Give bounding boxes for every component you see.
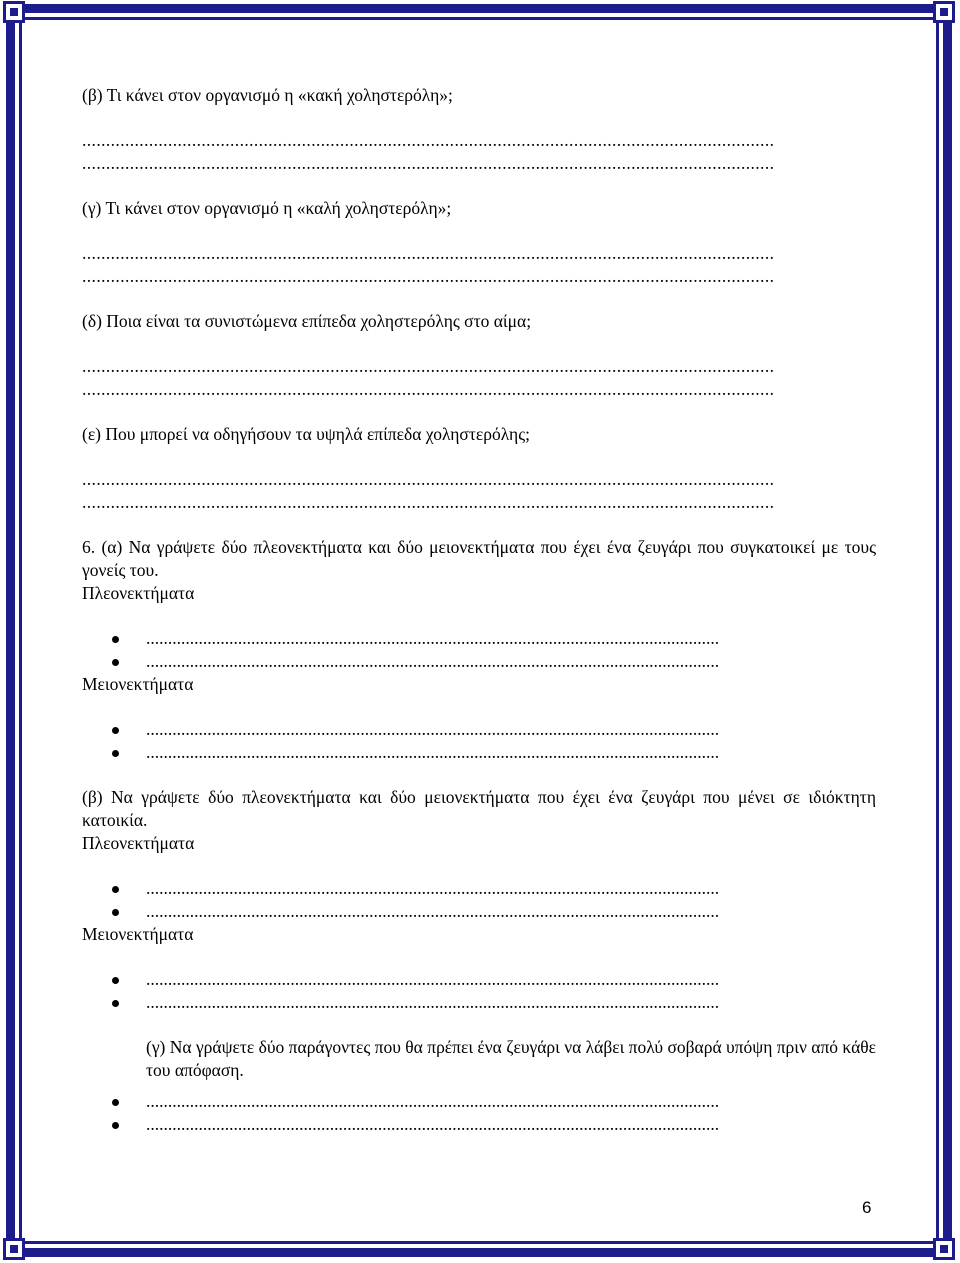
answer-line[interactable]: ................................................................................................................................................. [82,266,775,286]
bullet-dots: ................................................................................................................................... [146,1114,720,1134]
answer-line[interactable]: ................................................................................................................................................. [82,130,775,150]
bullet-icon [112,909,119,916]
answer-line[interactable]: ................................................................................................................................................. [82,153,775,173]
bullet-answer-line[interactable] [82,1090,876,1113]
disadvantages-label: Μειονεκτήματα [82,674,194,694]
corner-ornament [933,1238,955,1260]
disadvantages-label: Μειονεκτήματα [82,924,194,944]
answer-line[interactable]: ................................................................................................................................................. [82,469,775,489]
bullet-dots: ................................................................................................................................... [146,719,720,739]
bullet-icon [112,727,119,734]
bullet-icon [112,636,119,643]
question-6b: (β) Να γράψετε δύο πλεονεκτήματα και δύο μειονεκτήματα που έχει ένα ζευγάρι που μένει σε ιδιόκτητη κατοικία. [82,787,876,830]
bullet-icon [112,1000,119,1007]
answer-line[interactable]: ................................................................................................................................................. [82,356,775,376]
question-d: (δ) Ποια είναι τα συνιστώμενα επίπεδα χοληστερόλης στο αίμα; [82,311,532,331]
bullet-answer-line[interactable] [82,1113,876,1136]
advantages-label: Πλεονεκτήματα [82,833,195,853]
bullet-icon [112,886,119,893]
bullet-dots: ................................................................................................................................... [146,901,720,921]
corner-ornament [933,1,955,23]
bullet-dots: ................................................................................................................................... [146,628,720,648]
worksheet-content [82,84,876,1136]
question-e: (ε) Που μπορεί να οδηγήσουν τα υψηλά επίπεδα χοληστερόλης; [82,424,530,444]
answer-line[interactable]: ................................................................................................................................................. [82,243,775,263]
question-6a: 6. (α) Να γράψετε δύο πλεονεκτήματα και δύο μειονεκτήματα που έχει ένα ζευγάρι που συγκατοικεί με τους γονείς του. [82,537,876,580]
bullet-answer-line[interactable] [82,877,876,900]
bullet-answer-line[interactable] [82,968,876,991]
bullet-answer-line[interactable] [82,991,876,1014]
question-b: (β) Τι κάνει στον οργανισμό η «κακή χοληστερόλη»; [82,85,453,105]
advantages-label: Πλεονεκτήματα [82,583,195,603]
bullet-answer-line[interactable] [82,627,876,650]
bullet-dots: ................................................................................................................................... [146,1091,720,1111]
question-c: (γ) Τι κάνει στον οργανισμό η «καλή χοληστερόλη»; [82,198,452,218]
bullet-dots: ................................................................................................................................... [146,651,720,671]
bullet-answer-line[interactable] [82,900,876,923]
bullet-dots: ................................................................................................................................... [146,992,720,1012]
question-6c: (γ) Να γράψετε δύο παράγοντες που θα πρέπει ένα ζευγάρι να λάβει πολύ σοβαρά υπόψη πριν από κάθε του απόφαση. [146,1037,876,1080]
answer-line[interactable]: ................................................................................................................................................. [82,492,775,512]
bullet-answer-line[interactable] [82,741,876,764]
bullet-dots: ................................................................................................................................... [146,969,720,989]
page-number: 6 [862,1198,872,1217]
bullet-dots: ................................................................................................................................... [146,742,720,762]
bullet-dots: ................................................................................................................................... [146,878,720,898]
bullet-icon [112,659,119,666]
bullet-icon [112,1122,119,1129]
answer-line[interactable]: ................................................................................................................................................. [82,379,775,399]
bullet-icon [112,977,119,984]
bullet-icon [112,1099,119,1106]
bullet-answer-line[interactable] [82,650,876,673]
corner-ornament [3,1,25,23]
bullet-answer-line[interactable] [82,718,876,741]
bullet-icon [112,750,119,757]
corner-ornament [3,1238,25,1260]
